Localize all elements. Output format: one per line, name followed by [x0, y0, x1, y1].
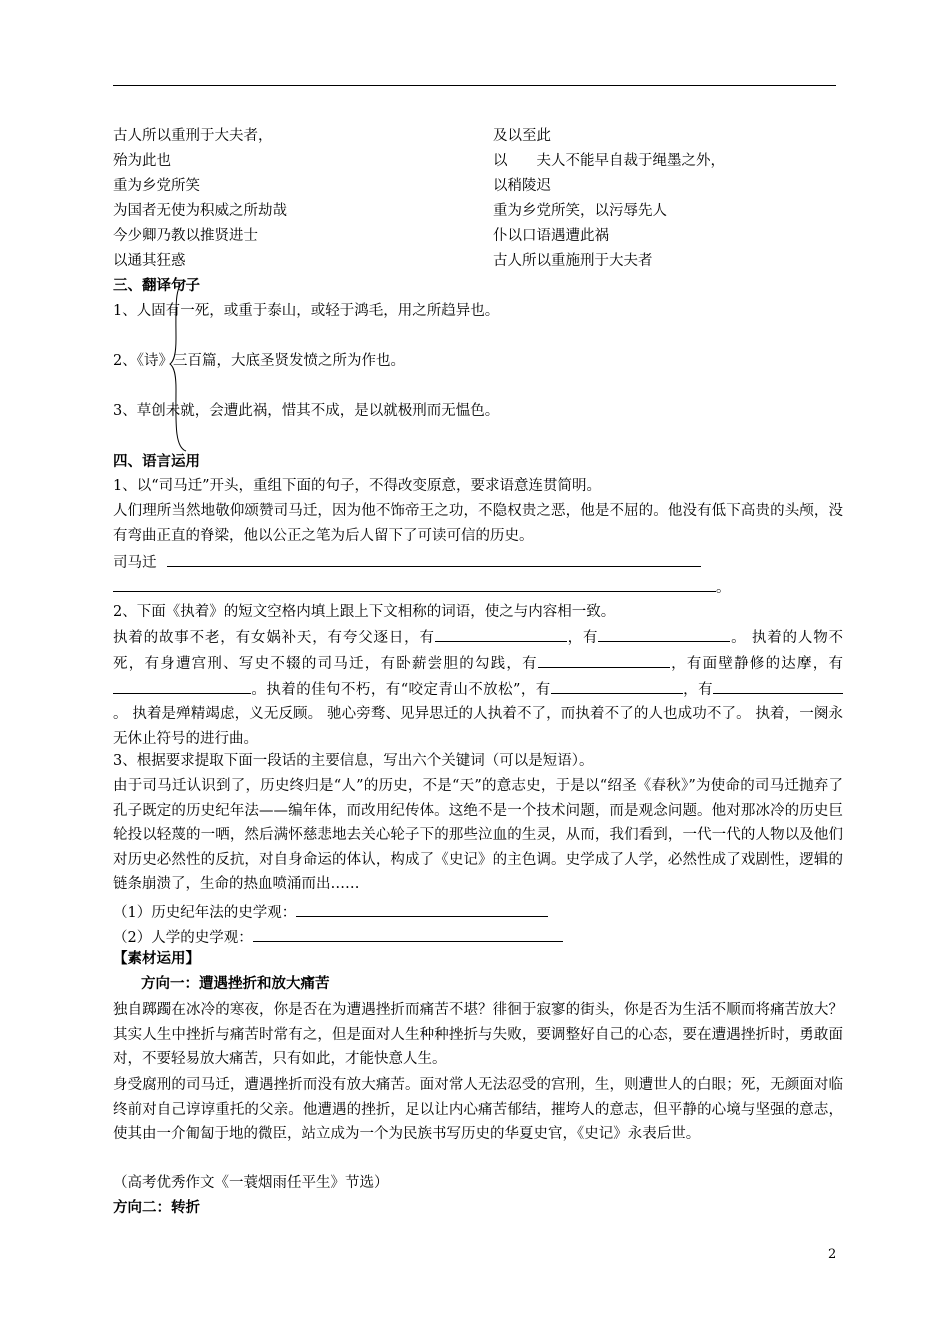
question-3: 3、根据要求提取下面一段话的主要信息，写出六个关键词（可以是短语）。: [113, 753, 594, 769]
direction-1-para-2: 身受腐刑的司马迁，遭遇挫折而没有放大痛苦。面对常人无法忍受的宫刑，生，则遭世人的白眼；死，无颜面对临终前对自己谆谆重托的父亲。他遭遇的挫折，足以让内心痛苦郁结，摧垮人的意志，但平静的心境与坚强的意志，使其由一介匍匐于地的微臣，站立成为一个为民族书写历史的华夏史官，《史记》永表后世。: [113, 1077, 843, 1143]
material-title: 【素材运用】: [113, 950, 200, 967]
question-2: 2、下面《执着》的短文空格内填上跟上下文相称的词语，使之与内容相一致。: [113, 604, 616, 620]
answer-3b: （2）人学的史学观：: [113, 925, 563, 949]
fill-blank[interactable]: [598, 625, 730, 642]
right-item: 及以至此: [493, 128, 551, 144]
direction-1-title: 方向一：遭遇挫折和放大痛苦: [141, 975, 330, 992]
answer-blank[interactable]: [167, 550, 701, 567]
left-item: 古人所以重刑于大夫者，: [113, 128, 273, 144]
right-item: 重为乡党所笑，以污辱先人: [493, 203, 667, 219]
left-item: 殆为此也: [113, 153, 171, 169]
answer-blank[interactable]: [113, 575, 716, 592]
answer-line-1: [113, 550, 701, 574]
right-item: 古人所以重施刑于大夫者: [493, 253, 653, 269]
left-item: 以通其狂惑: [113, 253, 186, 269]
question-1: 1、以“司马迁”开头，重组下面的句子，不得改变原意，要求语意连贯简明。: [113, 478, 602, 494]
right-item: 以 夫人不能早自裁于绳墨之外，: [493, 153, 725, 169]
translate-item-1: 1、人固有一死，或重于泰山，或轻于鸿毛，用之所趋异也。: [113, 303, 500, 319]
fill-blank[interactable]: [113, 677, 251, 694]
direction-1-para-1: 独自踯躅在冰冷的寒夜，你是否在为遭遇挫折而痛苦不堪？徘徊于寂寥的街头，你是否为生活不顺而将痛苦放大？其实人生中挫折与痛苦时常有之，但是面对人生种种挫折与失败，要调整好自己的心态，要在遭遇挫折时，勇敢面对，不要轻易放大痛苦，只有如此，才能快意人生。: [113, 1002, 843, 1068]
fill-blank[interactable]: [713, 677, 843, 694]
page-number: 2: [828, 1247, 837, 1262]
right-item: 仆以口语遇遭此祸: [493, 228, 609, 244]
translate-item-3: 3、草创未就，会遭此祸，惜其不成，是以就极刑而无愠色。: [113, 403, 500, 419]
direction-2-title: 方向二：转折: [113, 1199, 200, 1216]
section4-title: 四、语言运用: [113, 453, 200, 470]
section3-title: 三、翻译句子: [113, 277, 200, 294]
right-item: 以稍陵迟: [493, 178, 551, 194]
answer-line-2: [113, 575, 731, 599]
answer-blank[interactable]: [296, 900, 548, 917]
left-item: 今少卿乃教以推贤进士: [113, 228, 258, 244]
answer-3a: （1）历史纪年法的史学观：: [113, 900, 548, 924]
question-2-text: 执着的故事不老，有女娲补天，有夸父逐日，有 ，有 。 执着的人物不死，有身遭宫刑、写史不辍的司马迁，有卧薪尝胆的勾践，有 ，有面壁静修的达摩，有。执着的佳句不朽，有“咬定青山不放松”，有 ，有。 执着是殚精竭虑，义无反顾。 驰心旁骛、见异思迁的人执着不了，而执着不了的人也成功不了。 执着，一阕永无休止符号的进行曲。: [113, 625, 843, 752]
question-1-text: 人们理所当然地敬仰颂赞司马迁，因为他不饰帝王之功，不隐权贵之恶，他是不屈的。他没有低下高贵的头颅，没有弯曲正直的脊梁，他以公正之笔为后人留下了可读可信的历史。: [113, 503, 843, 544]
left-item: 为国者无使为积威之所劫哉: [113, 203, 287, 219]
header-rule: [113, 85, 836, 86]
question-3-text: 由于司马迁认识到了，历史终归是“人”的历史，不是“天”的意志史，于是以“绍圣《春秋》”为使命的司马迁抛弃了孔子既定的历史纪年法——编年体，而改用纪传体。这绝不是一个技术问题，而是观念问题。他对那冰冷的历史巨轮投以轻蔑的一哂，然后满怀慈悲地去关心轮子下的那些泣血的生灵，从而，我们看到，一代一代的人物以及他们对历史必然性的反抗，对自身命运的体认，构成了《史记》的主色调。史学成了人学，必然性成了戏剧性，逻辑的链条崩溃了，生命的热血喷涌而出……: [113, 778, 843, 893]
answer-prefix: 司马迁: [113, 555, 157, 571]
fill-blank[interactable]: [435, 625, 567, 642]
fill-blank[interactable]: [538, 651, 670, 668]
fill-blank[interactable]: [551, 677, 683, 694]
translate-item-2: 2、《诗》三百篇，大底圣贤发愤之所为作也。: [113, 353, 405, 369]
left-item: 重为乡党所笑: [113, 178, 200, 194]
answer-blank[interactable]: [253, 925, 563, 942]
direction-1-source: （高考优秀作文《一蓑烟雨任平生》节选）: [113, 1175, 389, 1191]
answer-end: 。: [716, 580, 731, 596]
